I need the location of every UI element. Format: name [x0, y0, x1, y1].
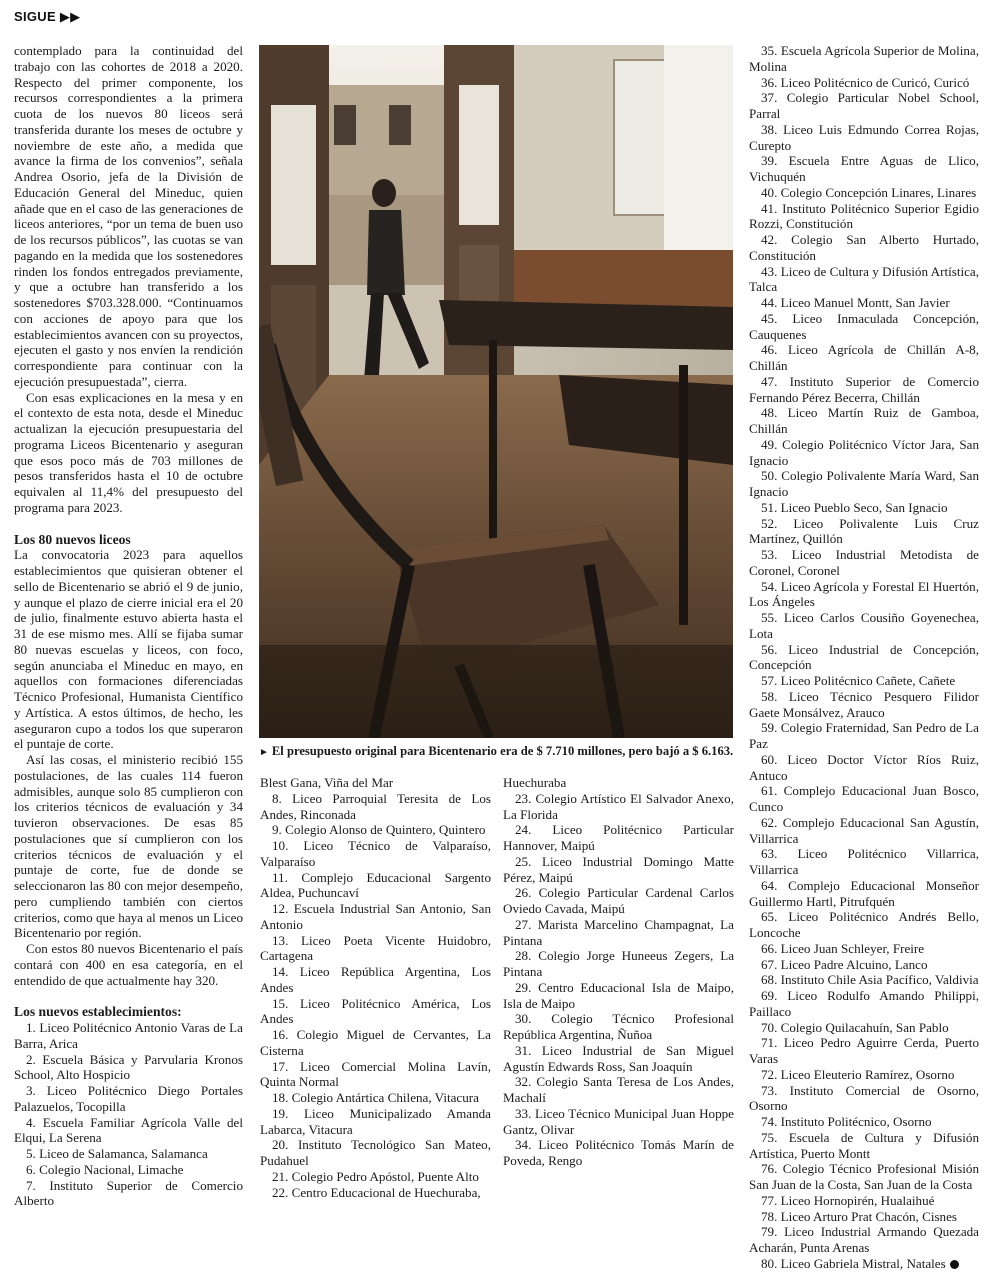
- school-list-item: [503, 791, 734, 823]
- school-list-item: [749, 1224, 979, 1256]
- school-list-item: [503, 1011, 734, 1043]
- body-paragraph: Con esas explicaciones en la mesa y en el contexto de esta nota, desde el Mineduc actualizan la ejecución presupuestaria del programa Liceos Bicentenario y aseguran que esos poco más de 703 millones de pesos transferidos hasta el 10 de octubre equivalen al 11,4% del presupuesto del programa para 2023.: [14, 389, 243, 515]
- school-list-item: [749, 43, 979, 75]
- school-name: 68. Instituto Chile Asia Pacífico, Valdivia: [761, 972, 979, 988]
- article-column-4: [503, 775, 734, 1169]
- school-list-item: [749, 815, 979, 847]
- school-name: 69. Liceo Rodulfo Amando Philippi, Paillaco: [749, 988, 979, 1019]
- body-paragraph: Así las cosas, el ministerio recibió 155 postulaciones, de las cuales 114 fueron admisibles, aunque solo 85 cumplieron con los criterios técnicos de evaluación y 34 tuvieron observaciones. De esas 85 postulaciones que sí cumplieron con los criterios técnicos de evaluación y el puntaje de corte, fue de donde se seleccionaron las 80 con mejor desempeño, pero cumpliendo también con ciertos criterios, como que haya al menos un Liceo Bicentenario por región.: [14, 752, 243, 941]
- body-paragraph: La convocatoria 2023 para aquellos establecimientos que quisieran obtener el sello de Bicentenario se abrió el 9 de junio, y aunque el plazo de cierre inicial era el 20 de julio, finalmente estuvo abierta hasta el 31 de ese mismo mes. Allí se fijaba sumar 80 nuevas escuelas y liceos, con foco, según anunciaba el Mineduc en mayo, en aquellos con formaciones diferenciadas Técnico Profesional, Humanista Científico y Artística. A estos últimos, de hecho, les aseguraron cupo a todos los que superaron el puntaje de corte.: [14, 547, 243, 752]
- school-list: [260, 775, 491, 1200]
- school-name: 53. Liceo Industrial Metodista de Coronel, Coronel: [749, 547, 979, 578]
- school-list-item: [503, 775, 734, 791]
- school-list-item: [260, 791, 491, 823]
- school-list-item: [260, 1106, 491, 1138]
- school-name: 21. Colegio Pedro Apóstol, Puente Alto: [272, 1168, 479, 1184]
- school-name: 79. Liceo Industrial Armando Quezada Acharán, Punta Arenas: [749, 1224, 979, 1255]
- school-list-item: [503, 917, 734, 949]
- school-name: 77. Liceo Hornopirén, Hualaihué: [761, 1192, 935, 1208]
- school-name: 26. Colegio Particular Cardenal Carlos Oviedo Cavada, Maipú: [503, 885, 734, 916]
- school-name: 55. Liceo Carlos Cousiño Goyenechea, Lota: [749, 610, 979, 641]
- school-name: 80. Liceo Gabriela Mistral, Natales: [761, 1255, 946, 1271]
- school-list-item: [749, 232, 979, 264]
- caption-text: El presupuesto original para Bicentenario era de $ 7.710 millones, pero bajó a $ 6.163.: [271, 744, 734, 758]
- classroom-photo: [259, 45, 733, 738]
- school-list-item: [749, 1193, 979, 1209]
- school-list-item: [749, 201, 979, 233]
- school-list-item: [749, 153, 979, 185]
- school-list-item: [749, 1256, 979, 1272]
- school-name: 19. Liceo Municipalizado Amanda Labarca, Vitacura: [260, 1105, 491, 1137]
- school-name: 1. Liceo Politécnico Antonio Varas de La Barra, Arica: [14, 1020, 243, 1051]
- school-name: 28. Colegio Jorge Huneeus Zegers, La Pintana: [503, 948, 734, 979]
- school-list-item: [749, 264, 979, 296]
- school-list-item: [749, 673, 979, 689]
- school-name: 6. Colegio Nacional, Limache: [26, 1161, 184, 1177]
- school-list-item: [503, 885, 734, 917]
- school-name: 73. Instituto Comercial de Osorno, Osorno: [749, 1082, 979, 1114]
- school-list-item: [14, 1115, 243, 1147]
- school-list-item: [503, 948, 734, 980]
- school-list-item: [749, 720, 979, 752]
- school-name: 16. Colegio Miguel de Cervantes, La Cisterna: [260, 1027, 491, 1058]
- photo-caption: [259, 744, 739, 760]
- school-name: 62. Complejo Educacional San Agustín, Villarrica: [749, 814, 979, 846]
- school-name: 18. Colegio Antártica Chilena, Vitacura: [272, 1090, 479, 1105]
- school-name: 75. Escuela de Cultura y Difusión Artística, Puerto Montt: [749, 1129, 979, 1161]
- school-name: 15. Liceo Politécnico América, Los Andes: [260, 995, 491, 1027]
- school-name: 63. Liceo Politécnico Villarrica, Villarrica: [749, 846, 979, 877]
- school-name: 50. Colegio Polivalente María Ward, San Ignacio: [749, 468, 979, 499]
- school-name: 22. Centro Educacional de Huechuraba,: [272, 1184, 481, 1200]
- section-marker: SIGUE ▶▶: [14, 9, 81, 24]
- school-name: 74. Instituto Politécnico, Osorno: [761, 1114, 932, 1129]
- school-list-item: [749, 1083, 979, 1115]
- school-list-item: [749, 1161, 979, 1193]
- school-name: 64. Complejo Educacional Monseñor Guillermo Hartl, Pitrufquén: [749, 877, 979, 909]
- school-name: 38. Liceo Luis Edmundo Correa Rojas, Curepto: [749, 121, 979, 153]
- end-of-article-icon: [950, 1260, 959, 1269]
- school-name: 13. Liceo Poeta Vicente Huidobro, Cartagena: [260, 932, 491, 964]
- school-list-item: [749, 500, 979, 516]
- school-name: 78. Liceo Arturo Prat Chacón, Cisnes: [761, 1208, 958, 1224]
- school-list-item: [749, 752, 979, 784]
- school-list-item: [749, 689, 979, 721]
- school-name: 24. Liceo Politécnico Particular Hannover, Maipú: [503, 822, 734, 853]
- school-name: 27. Marista Marcelino Champagnat, La Pintana: [503, 916, 734, 948]
- school-name: 72. Liceo Eleuterio Ramírez, Osorno: [761, 1066, 955, 1082]
- school-list-item: [260, 933, 491, 965]
- school-list-item: [749, 468, 979, 500]
- list-heading: Los nuevos establecimientos:: [14, 1004, 182, 1020]
- school-list-item: [749, 1067, 979, 1083]
- school-list-item: [749, 295, 979, 311]
- article-column-5: [749, 43, 979, 1272]
- school-name: 30. Colegio Técnico Profesional República Argentina, Ñuñoa: [503, 1011, 734, 1042]
- school-name: 41. Instituto Politécnico Superior Egidio Rozzi, Constitución: [749, 200, 979, 232]
- school-list-item: [749, 972, 979, 988]
- school-name: 5. Liceo de Salamanca, Salamanca: [26, 1146, 208, 1161]
- school-list-item: [260, 1059, 491, 1091]
- school-name: Blest Gana, Viña del Mar: [260, 775, 394, 790]
- school-list-item: [14, 1178, 243, 1210]
- classroom-photo-illustration: [259, 45, 733, 738]
- school-name: 67. Liceo Padre Alcuino, Lanco: [761, 956, 928, 972]
- school-name: 59. Colegio Fraternidad, San Pedro de La Paz: [749, 720, 979, 751]
- school-name: 70. Colegio Quilacahuín, San Pablo: [761, 1019, 949, 1035]
- school-list-item: [749, 579, 979, 611]
- body-paragraph: Con estos 80 nuevos Bicentenario el país contará con 400 en esa categoría, en el entendido de que actualmente hay 320.: [14, 941, 243, 988]
- school-name: 56. Liceo Industrial de Concepción, Concepción: [749, 641, 979, 673]
- caption-marker: ►: [259, 747, 269, 758]
- school-list-item: [749, 374, 979, 406]
- school-list-item: [749, 1020, 979, 1036]
- school-list-item: [503, 1106, 734, 1138]
- school-name: 25. Liceo Industrial Domingo Matte Pérez, Maipú: [503, 853, 734, 885]
- school-list-item: [749, 988, 979, 1020]
- school-name: Huechuraba: [503, 775, 567, 790]
- school-name: 8. Liceo Parroquial Teresita de Los Andes, Rinconada: [260, 790, 491, 822]
- school-list-item: [503, 1074, 734, 1106]
- school-list-item: [260, 870, 491, 902]
- school-name: 37. Colegio Particular Nobel School, Parral: [749, 90, 979, 121]
- school-list-item: [260, 1090, 491, 1106]
- school-name: 11. Complejo Educacional Sargento Aldea, Puchuncaví: [260, 869, 491, 901]
- school-list-item: [749, 185, 979, 201]
- school-name: 20. Instituto Tecnológico San Mateo, Pudahuel: [260, 1137, 491, 1168]
- school-list-item: [749, 1130, 979, 1162]
- school-name: 42. Colegio San Alberto Hurtado, Constitución: [749, 232, 979, 263]
- school-list-item: [749, 846, 979, 878]
- school-list-item: [749, 1114, 979, 1130]
- school-list-item: [749, 90, 979, 122]
- school-list-item: [749, 547, 979, 579]
- school-name: 66. Liceo Juan Schleyer, Freire: [761, 940, 925, 956]
- school-name: 48. Liceo Martín Ruiz de Gamboa, Chillán: [749, 405, 979, 436]
- school-list-item: [14, 1083, 243, 1115]
- school-list-item: [749, 642, 979, 674]
- school-list-item: [749, 122, 979, 154]
- school-name: 47. Instituto Superior de Comercio Fernando Pérez Becerra, Chillán: [749, 373, 979, 405]
- school-name: 45. Liceo Inmaculada Concepción, Cauquenes: [749, 310, 979, 342]
- school-name: 23. Colegio Artístico El Salvador Anexo, La Florida: [503, 790, 734, 822]
- school-name: 32. Colegio Santa Teresa de Los Andes, Machalí: [503, 1074, 734, 1105]
- school-list-item: [749, 516, 979, 548]
- body-paragraph: contemplado para la continuidad del trabajo con las cohortes de 2018 a 2020. Respecto del primer componente, los recursos correspondientes a la primera cuota de los nuevos 80 liceos será transferida durante los meses de octubre y noviembre de este año, a medida que avance la firma de los convenios”, señala Andrea Osorio, jefa de la División de Educación General del Mineduc, quien añade que en el caso de las generaciones de liceos anteriores, “por un tema de buen uso de los recursos públicos”, las cuotas se van pagando en la medida que los sostenedores rinden los fondos entregados previamente, y que a octubre han transferido a los sostenedores $703.328.000. “Continuamos con acciones de apoyo para que los establecimientos avancen con su proyectos, ejecuten el gasto y nos envíen la rendición correspondiente para continuar con la ejecución presupuestada”, cierra.: [14, 43, 243, 389]
- school-name: 2. Escuela Básica y Parvularia Kronos School, Alto Hospicio: [14, 1051, 243, 1083]
- school-name: 46. Liceo Agrícola de Chillán A-8, Chillán: [749, 342, 979, 373]
- article-column-3: [260, 775, 491, 1200]
- school-list-item: [749, 783, 979, 815]
- school-list-item: [749, 75, 979, 91]
- school-list-item: [749, 1035, 979, 1067]
- school-list: [749, 43, 979, 1272]
- school-name: 36. Liceo Politécnico de Curicó, Curicó: [761, 74, 970, 90]
- school-name: 9. Colegio Alonso de Quintero, Quintero: [272, 822, 486, 838]
- school-name: 61. Complejo Educacional Juan Bosco, Cunco: [749, 783, 979, 814]
- school-name: 35. Escuela Agrícola Superior de Molina, Molina: [749, 43, 979, 74]
- school-name: 3. Liceo Politécnico Diego Portales Palazuelos, Tocopilla: [14, 1083, 243, 1114]
- school-list: [14, 1020, 243, 1209]
- school-name: 29. Centro Educacional Isla de Maipo, Isla de Maipo: [503, 979, 734, 1011]
- school-list-item: [749, 878, 979, 910]
- school-list-item: [14, 1020, 243, 1052]
- school-name: 43. Liceo de Cultura y Difusión Artística, Talca: [749, 263, 979, 295]
- school-list-item: [14, 1146, 243, 1162]
- school-list-item: [503, 854, 734, 886]
- school-name: 49. Colegio Politécnico Víctor Jara, San Ignacio: [749, 436, 979, 468]
- school-list: [503, 775, 734, 1169]
- school-list-item: [260, 822, 491, 838]
- school-name: 60. Liceo Doctor Víctor Ríos Ruiz, Antuco: [749, 751, 979, 783]
- school-list-item: [503, 1137, 734, 1169]
- school-name: 4. Escuela Familiar Agrícola Valle del Elqui, La Serena: [14, 1114, 243, 1146]
- school-name: 54. Liceo Agrícola y Forestal El Huertón, Los Ángeles: [749, 578, 979, 610]
- school-name: 39. Escuela Entre Aguas de Llico, Vichuquén: [749, 153, 979, 184]
- article-column-1: [14, 43, 243, 1209]
- school-list-item: [260, 775, 491, 791]
- school-list-item: [749, 1209, 979, 1225]
- school-name: 33. Liceo Técnico Municipal Juan Hoppe Gantz, Olivar: [503, 1105, 734, 1137]
- school-list-item: [749, 909, 979, 941]
- school-name: 57. Liceo Politécnico Cañete, Cañete: [761, 673, 956, 688]
- school-list-item: [749, 941, 979, 957]
- school-list-item: [749, 311, 979, 343]
- school-name: 14. Liceo República Argentina, Los Andes: [260, 964, 491, 995]
- school-list-item: [749, 957, 979, 973]
- school-name: 71. Liceo Pedro Aguirre Cerda, Puerto Varas: [749, 1035, 979, 1066]
- school-list-item: [260, 1137, 491, 1169]
- school-name: 40. Colegio Concepción Linares, Linares: [761, 184, 977, 200]
- school-list-item: [14, 1052, 243, 1084]
- school-list-item: [749, 437, 979, 469]
- school-name: 12. Escuela Industrial San Antonio, San Antonio: [260, 901, 491, 932]
- school-list-item: [260, 964, 491, 996]
- school-name: 7. Instituto Superior de Comercio Alberto: [14, 1177, 243, 1209]
- school-list-item: [503, 980, 734, 1012]
- school-name: 17. Liceo Comercial Molina Lavín, Quinta Normal: [260, 1058, 491, 1090]
- school-name: 65. Liceo Politécnico Andrés Bello, Loncoche: [749, 909, 979, 940]
- school-name: 76. Colegio Técnico Profesional Misión San Juan de la Costa, San Juan de la Costa: [749, 1161, 979, 1192]
- school-list-item: [749, 342, 979, 374]
- school-list-item: [260, 1169, 491, 1185]
- school-list-item: [260, 1027, 491, 1059]
- school-list-item: [503, 822, 734, 854]
- school-name: 58. Liceo Técnico Pesquero Filidor Gaete Monsálvez, Arauco: [749, 688, 979, 720]
- section-heading: Los 80 nuevos liceos: [14, 531, 131, 547]
- school-name: 10. Liceo Técnico de Valparaíso, Valparaíso: [260, 838, 491, 869]
- school-list-item: [503, 1043, 734, 1075]
- school-name: 51. Liceo Pueblo Seco, San Ignacio: [761, 499, 948, 515]
- school-list-item: [749, 405, 979, 437]
- school-list-item: [260, 996, 491, 1028]
- school-name: 31. Liceo Industrial de San Miguel Agustín Edwards Ross, San Joaquín: [503, 1042, 734, 1074]
- school-name: 44. Liceo Manuel Montt, San Javier: [761, 295, 950, 310]
- school-list-item: [749, 610, 979, 642]
- school-name: 34. Liceo Politécnico Tomás Marín de Poveda, Rengo: [503, 1137, 734, 1168]
- school-list-item: [260, 901, 491, 933]
- school-list-item: [14, 1162, 243, 1178]
- school-name: 52. Liceo Polivalente Luis Cruz Martínez, Quillón: [749, 515, 979, 547]
- school-list-item: [260, 838, 491, 870]
